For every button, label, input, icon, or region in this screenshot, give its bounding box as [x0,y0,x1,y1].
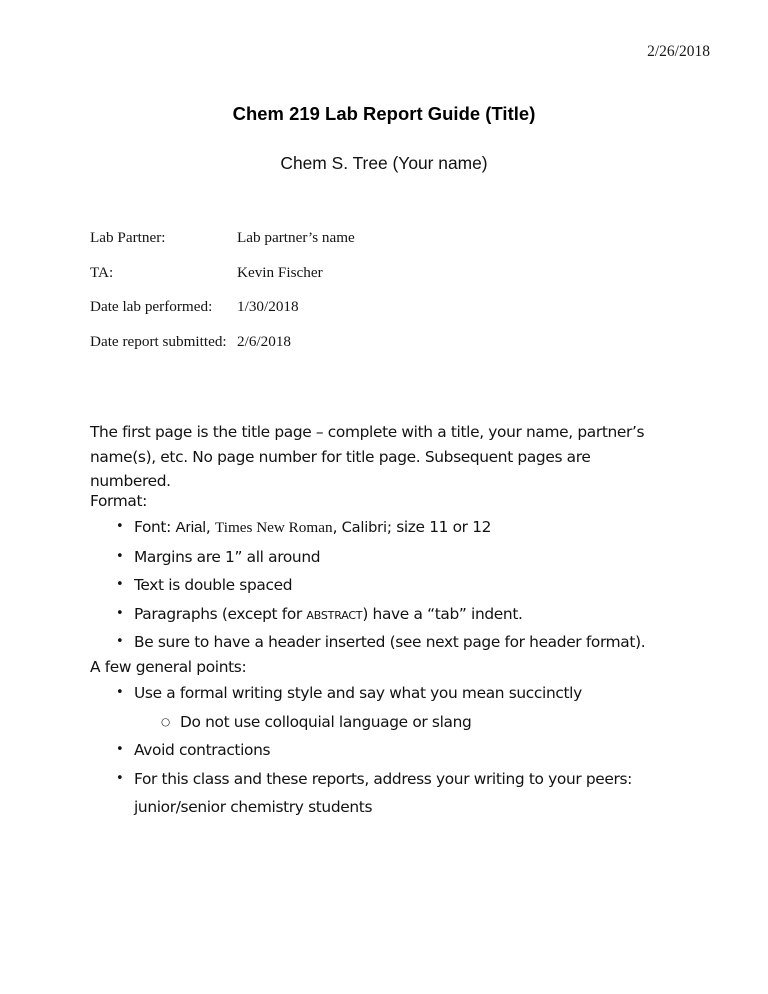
bullet-icon: • [116,548,124,564]
contractions-bullet-text: Avoid contractions [134,741,271,760]
list-item [90,628,660,657]
bullet-icon: • [116,577,124,593]
meta-label-date-submitted: Date report submitted: [90,332,227,350]
font-bullet-sep2: , [332,518,342,536]
page-title: Chem 219 Lab Report Guide (Title) [232,103,536,124]
abstract-keyword: abstract [306,603,363,623]
list-item [90,736,660,765]
font-sample-calibri: Calibri [341,519,387,536]
meta-value-date-performed: 1/30/2018 [237,298,299,316]
font-bullet-prefix: Font: [134,518,176,536]
font-bullet-suffix: ; size 11 or 12 [386,518,492,536]
meta-row [90,334,650,369]
author-name: Chem S. Tree (Your name) [280,153,488,173]
colloquial-sub-bullet-text: Do not use colloquial language or slang [180,712,472,731]
bullet-icon: • [116,519,124,534]
font-sample-arial: Arial [175,519,206,536]
format-bullet-list [90,513,660,657]
formal-style-bullet-text: Use a formal writing style and say what you mean succinctly [134,684,582,702]
header-date: 2/26/2018 [647,43,710,60]
abstract-bullet-suffix: ) have a “tab” indent. [362,604,523,623]
meta-value-date-submitted: 2/6/2018 [237,332,292,350]
spacing-bullet-text: Text is double spaced [134,576,293,595]
margins-bullet-text: Margins are 1” all around [134,547,321,566]
general-section-heading: A few general points: [90,658,247,676]
meta-row [90,230,650,265]
font-bullet-text [134,518,491,536]
list-item [90,600,660,629]
font-bullet-sep1: , [205,518,215,536]
meta-label-date-performed: Date lab performed: [90,298,213,316]
abstract-bullet-prefix: Paragraphs (except for [134,604,307,623]
general-sub-bullet-list [134,708,660,737]
meta-label-lab-partner: Lab Partner: [90,229,166,246]
intro-paragraph: The first page is the title page – complete with a title, your name, partner’s name(s), etc. No page number for title page. Subsequent pages are numbered. [90,423,645,491]
list-item [90,679,660,736]
font-sample-times-new-roman: Times New Roman [214,519,333,536]
meta-row [90,299,650,334]
list-item [90,571,660,600]
list-item [90,765,660,822]
format-section-heading: Format: [90,492,147,510]
bullet-icon: • [116,685,124,700]
list-item [90,543,660,572]
paragraph-indent-bullet-text [134,605,523,623]
lab-info-block [90,230,650,368]
meta-value-ta: Kevin Fischer [237,263,323,281]
bullet-icon: • [116,770,124,786]
audience-bullet-text: For this class and these reports, address your writing to your peers: junior/senior chemistry students [134,769,633,817]
meta-value-lab-partner: Lab partner’s name [237,229,355,246]
meta-row [90,265,650,300]
sub-bullet-icon: ○ [161,715,170,728]
list-item [134,708,660,737]
general-bullet-list [90,679,660,822]
bullet-icon: • [116,605,124,621]
general-points-section [90,655,660,822]
list-item [90,513,660,543]
bullet-icon: • [116,634,124,650]
bullet-icon: • [116,742,124,758]
meta-label-ta: TA: [90,263,114,281]
header-bullet-text: Be sure to have a header inserted (see next page for header format). [134,633,646,652]
format-section [90,489,660,657]
